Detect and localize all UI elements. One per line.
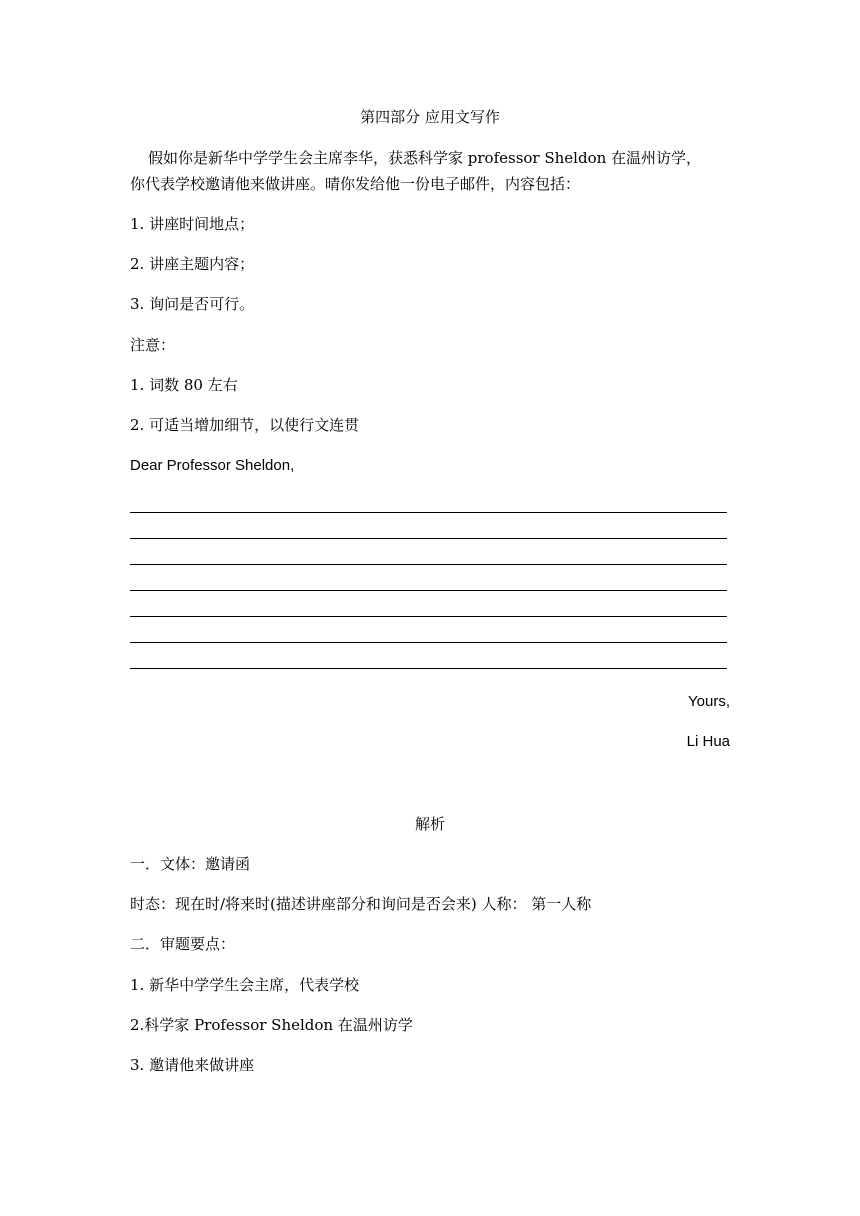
content-point-1: 1. 讲座时间地点；	[130, 215, 255, 233]
answer-line	[130, 512, 727, 513]
analysis-tense-line: 时态：现在时/将来时(描述讲座部分和询问是否会来) 人称： 第一人称	[130, 895, 592, 913]
analysis-point-2: 2.科学家 Professor Sheldon 在温州访学	[130, 1016, 413, 1034]
note-2: 2. 可适当增加细节，以使行文连贯	[130, 416, 360, 434]
prompt-line-1: 假如你是新华中学学生会主席李华，获悉科学家 professor Sheldon 在温州访学，	[148, 149, 702, 167]
section-title: 第四部分 应用文写作	[360, 108, 500, 126]
answer-line	[130, 668, 727, 669]
answer-line	[130, 616, 727, 617]
note-1: 1. 词数 80 左右	[130, 376, 238, 394]
analysis-section-2: 二．审题要点：	[130, 935, 236, 953]
analysis-point-3: 3. 邀请他来做讲座	[130, 1056, 255, 1074]
analysis-point-1: 1. 新华中学学生会主席，代表学校	[130, 976, 360, 994]
notes-label: 注意：	[130, 336, 176, 354]
salutation: Dear Professor Sheldon,	[130, 457, 295, 474]
signature: Li Hua	[686, 733, 730, 750]
analysis-heading: 解析	[414, 815, 445, 833]
closing: Yours,	[688, 693, 730, 710]
answer-line	[130, 642, 727, 643]
content-point-3: 3. 询问是否可行。	[130, 295, 255, 313]
prompt-line-2: 你代表学校邀请他来做讲座。晴你发给他一份电子邮件，内容包括：	[130, 175, 581, 193]
answer-line	[130, 590, 727, 591]
answer-line	[130, 538, 727, 539]
content-point-2: 2. 讲座主题内容；	[130, 255, 255, 273]
analysis-section-1: 一．文体：邀请函	[130, 855, 251, 873]
answer-line	[130, 564, 727, 565]
